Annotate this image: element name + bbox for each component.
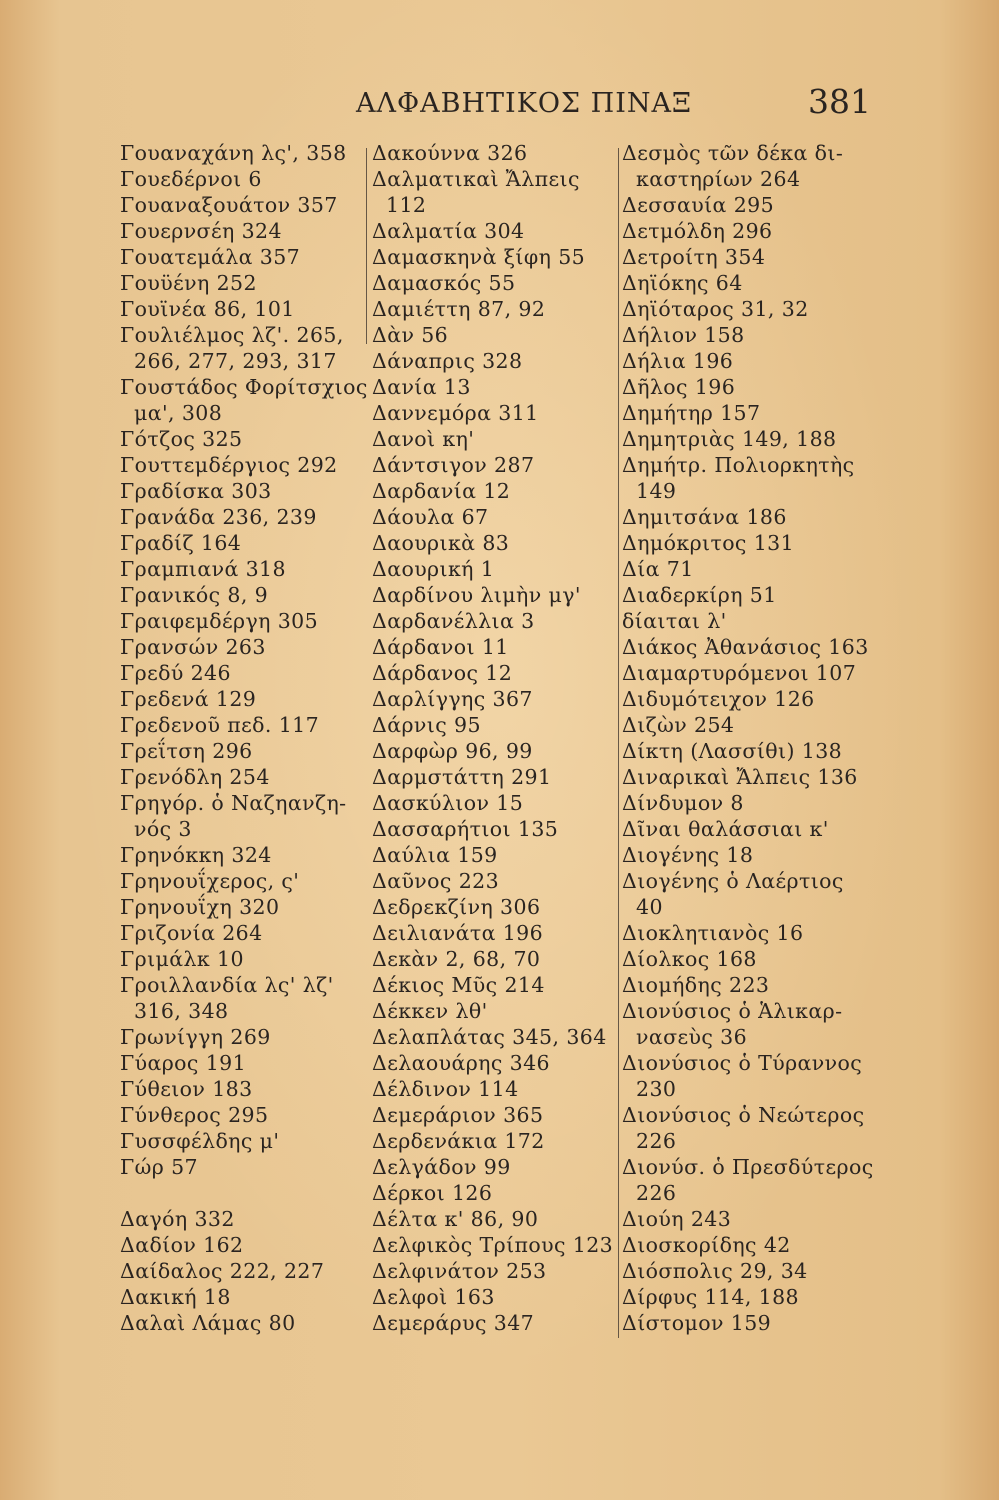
index-entry: 40	[636, 895, 663, 919]
page-number: 381	[808, 82, 871, 121]
index-entry: Δελγάδον 99	[372, 1155, 511, 1179]
index-entry: Γραμπιανά 318	[120, 557, 286, 581]
index-entry: Δακική 18	[120, 1285, 231, 1309]
index-entry: Διονύσιος ὁ Νεώτερος	[622, 1103, 865, 1127]
index-entry: Δῆλος 196	[622, 375, 736, 399]
index-entry: Γραιφεμδέργη 305	[120, 609, 319, 633]
index-entry: Δετμόλδη 296	[622, 219, 773, 243]
index-entry: 226	[636, 1129, 677, 1153]
index-entry: Δερδενάκια 172	[372, 1129, 545, 1153]
index-entry: Δαῦνος 223	[372, 869, 500, 893]
index-entry: Δὰν 56	[372, 323, 449, 347]
index-entry: δίαιται λ'	[622, 609, 727, 633]
index-entry: Διάκος Ἀθανάσιος 163	[622, 635, 869, 659]
index-entry: Δαμασκός 55	[372, 271, 516, 295]
index-entry: Διαδερκίρη 51	[622, 583, 777, 607]
blank-line	[120, 1180, 360, 1206]
index-entry: Γουλιέλμος λζ'. 265,	[120, 323, 344, 347]
index-entry: Δίκτη (Λασσίθι) 138	[622, 739, 843, 763]
index-entry: Δαουρική 1	[372, 557, 495, 581]
index-entry: Δελαουάρης 346	[372, 1051, 550, 1075]
index-entry: Δέλδινον 114	[372, 1077, 519, 1101]
index-entry: Δήλιον 158	[622, 323, 745, 347]
index-entry: Δάρδανοι 11	[372, 635, 509, 659]
index-entry: Δῖναι θαλάσσιαι κ'	[622, 817, 829, 841]
index-entry: Δειλιανάτα 196	[372, 921, 544, 945]
index-entry: Διομήδης 223	[622, 973, 770, 997]
index-entry: Δηϊόταρος 31, 32	[622, 297, 809, 321]
index-entry: νός 3	[134, 817, 192, 841]
index-entry: Διονύσιος ὁ Ἁλικαρ-	[622, 999, 843, 1023]
index-entry: καστηρίων 264	[636, 167, 801, 191]
index-entry: Δία 71	[622, 557, 694, 581]
index-entry: Δαγόη 332	[120, 1207, 235, 1231]
index-column-2	[372, 140, 616, 1336]
index-column-1	[120, 140, 368, 1336]
index-entry: Δίρφυς 114, 188	[622, 1285, 799, 1309]
index-entry: Δίνδυμον 8	[622, 791, 744, 815]
page-title: ΑΛΦΑΒΗΤΙΚΟΣ ΠΙΝΑΞ	[356, 88, 693, 119]
index-entry: Δετροίτη 354	[622, 245, 766, 269]
index-entry: Δεμεράριον 365	[372, 1103, 544, 1127]
index-entry: Δάουλα 67	[372, 505, 489, 529]
index-entry: Γρηγόρ. ὁ Ναζηανζη-	[120, 791, 347, 815]
index-entry: Δημήτρ. Πολιορκητὴς	[622, 453, 855, 477]
index-entry: Δαλματικαὶ Ἄλπεις	[372, 167, 580, 191]
index-entry: Γουϋένη 252	[120, 271, 257, 295]
index-entry: Διονύσ. ὁ Πρεσδύτερος	[622, 1155, 874, 1179]
index-entry: Δελφικὸς Τρίπους 123	[372, 1233, 614, 1257]
index-entry: Γραδίζ 164	[120, 531, 242, 555]
index-entry: Δαμασκηνὰ ξίφη 55	[372, 245, 586, 269]
index-entry: Γουερνσέη 324	[120, 219, 282, 243]
index-entry: Δελφοὶ 163	[372, 1285, 495, 1309]
index-entry: Διοκλητιανὸς 16	[622, 921, 804, 945]
index-entry: Δαίδαλος 222, 227	[120, 1259, 325, 1283]
index-entry: Γρεδύ 246	[120, 661, 231, 685]
index-entry: Γουϊνέα 86, 101	[120, 297, 295, 321]
index-entry: Γρωνίγγη 269	[120, 1025, 271, 1049]
index-entry: Δελφινάτον 253	[372, 1259, 547, 1283]
index-entry: 149	[636, 479, 677, 503]
index-entry: Γότζος 325	[120, 427, 243, 451]
index-entry: Δηϊόκης 64	[622, 271, 743, 295]
index-entry: Γύθειον 183	[120, 1077, 253, 1101]
index-entry: 112	[386, 193, 427, 217]
index-entry: Διογένης ὁ Λαέρτιος	[622, 869, 844, 893]
index-entry: Γρανάδα 236, 239	[120, 505, 317, 529]
index-entry: Δαλματία 304	[372, 219, 525, 243]
index-entry: Δεμεράρυς 347	[372, 1311, 535, 1335]
index-entry: Γουαναχάνη λς', 358	[120, 141, 347, 165]
index-entry: Γριζονία 264	[120, 921, 263, 945]
index-entry: Γουττεμδέργιος 292	[120, 453, 338, 477]
index-entry: Γρηνόκκη 324	[120, 843, 272, 867]
column-divider	[366, 148, 367, 344]
index-entry: Δαρδανέλλια 3	[372, 609, 535, 633]
index-entry: Δάρδανος 12	[372, 661, 513, 685]
index-entry: Διζὼν 254	[622, 713, 735, 737]
index-entry: Δαρμστάττη 291	[372, 765, 552, 789]
index-entry: Γρανικός 8, 9	[120, 583, 269, 607]
index-entry: Δίολκος 168	[622, 947, 757, 971]
index-entry: Γύαρος 191	[120, 1051, 247, 1075]
index-entry: Δημιτσάνα 186	[622, 505, 787, 529]
index-entry: Δαρλίγγης 367	[372, 687, 533, 711]
index-entry: Διούη 243	[622, 1207, 732, 1231]
index-entry: Δάρνις 95	[372, 713, 481, 737]
index-entry: Γώρ 57	[120, 1155, 198, 1179]
index-entry: Δακούννα 326	[372, 141, 528, 165]
index-entry: Δήλια 196	[622, 349, 734, 373]
index-entry: Δαύλια 159	[372, 843, 498, 867]
index-entry: Διοσκορίδης 42	[622, 1233, 791, 1257]
index-entry: Δάντσιγον 287	[372, 453, 535, 477]
index-entry: Δημήτηρ 157	[622, 401, 761, 425]
index-entry: Γριμάλκ 10	[120, 947, 244, 971]
index-entry: Γρηνουΐχερος, ς'	[120, 869, 300, 893]
index-entry: Γρεδενοῦ πεδ. 117	[120, 713, 320, 737]
index-entry: Διογένης 18	[622, 843, 754, 867]
index-entry: Δαλαὶ Λάμας 80	[120, 1311, 296, 1335]
index-entry: Δαρδανία 12	[372, 479, 511, 503]
index-entry: 226	[636, 1181, 677, 1205]
index-entry: Δημόκριτος 131	[622, 531, 795, 555]
index-entry: Γρεΐτση 296	[120, 739, 253, 763]
index-entry: Γρεδενά 129	[120, 687, 257, 711]
index-entry: Γουστάδος Φορίτσχιος	[120, 375, 368, 399]
index-entry: Δανία 13	[372, 375, 471, 399]
column-divider	[618, 148, 619, 1338]
index-entry: Δεσμὸς τῶν δέκα δι-	[622, 141, 844, 165]
index-entry: Δαδίον 162	[120, 1233, 244, 1257]
index-entry: Δίστομον 159	[622, 1311, 772, 1335]
index-entry: Γρηνουΐχη 320	[120, 895, 280, 919]
index-entry: Δέκκεν λθ'	[372, 999, 488, 1023]
index-entry: Γρενόδλη 254	[120, 765, 270, 789]
index-entry: Δεκὰν 2, 68, 70	[372, 947, 541, 971]
index-entry: Δάναπρις 328	[372, 349, 523, 373]
index-entry: 316, 348	[134, 999, 229, 1023]
index-entry: Γυσσφέλδης μ'	[120, 1129, 280, 1153]
index-entry: Γουαναξουάτον 357	[120, 193, 338, 217]
index-entry: Διδυμότειχον 126	[622, 687, 815, 711]
index-entry: Γουεδέρνοι 6	[120, 167, 262, 191]
index-entry: Γουατεμάλα 357	[120, 245, 301, 269]
index-entry: Δασσαρήτιοι 135	[372, 817, 559, 841]
index-entry: Γύνθερος 295	[120, 1103, 269, 1127]
index-column-3	[622, 140, 874, 1336]
index-entry: Δέρκοι 126	[372, 1181, 493, 1205]
index-entry: Διονύσιος ὁ Τύραννος	[622, 1051, 863, 1075]
index-entry: Γροιλλανδία λς' λζ'	[120, 973, 334, 997]
index-entry: 230	[636, 1077, 677, 1101]
index-entry: Γρανσών 263	[120, 635, 266, 659]
index-entry: Δανοὶ κη'	[372, 427, 475, 451]
index-entry: Δαρφὼρ 96, 99	[372, 739, 533, 763]
index-entry: Δαννεμόρα 311	[372, 401, 539, 425]
index-entry: Γραδίσκα 303	[120, 479, 272, 503]
index-entry: Δημητριὰς 149, 188	[622, 427, 837, 451]
index-entry: Διαμαρτυρόμενοι 107	[622, 661, 857, 685]
index-entry: Δέκιος Μῦς 214	[372, 973, 545, 997]
index-entry: Δαρδίνου λιμὴν μγ'	[372, 583, 581, 607]
index-entry: μα', 308	[134, 401, 223, 425]
index-entry: Δέλτα κ' 86, 90	[372, 1207, 539, 1231]
index-entry: Δαουρικὰ 83	[372, 531, 510, 555]
index-entry: Δεδρεκζίνη 306	[372, 895, 541, 919]
index-entry: Διναρικαὶ Ἄλπεις 136	[622, 765, 858, 789]
index-entry: νασεὺς 36	[636, 1025, 748, 1049]
index-entry: Δεσσαυία 295	[622, 193, 775, 217]
index-entry: Δελαπλάτας 345, 364	[372, 1025, 607, 1049]
index-entry: 266, 277, 293, 317	[134, 349, 337, 373]
index-entry: Δασκύλιον 15	[372, 791, 524, 815]
index-entry: Διόσπολις 29, 34	[622, 1259, 808, 1283]
index-entry: Δαμιέττη 87, 92	[372, 297, 546, 321]
